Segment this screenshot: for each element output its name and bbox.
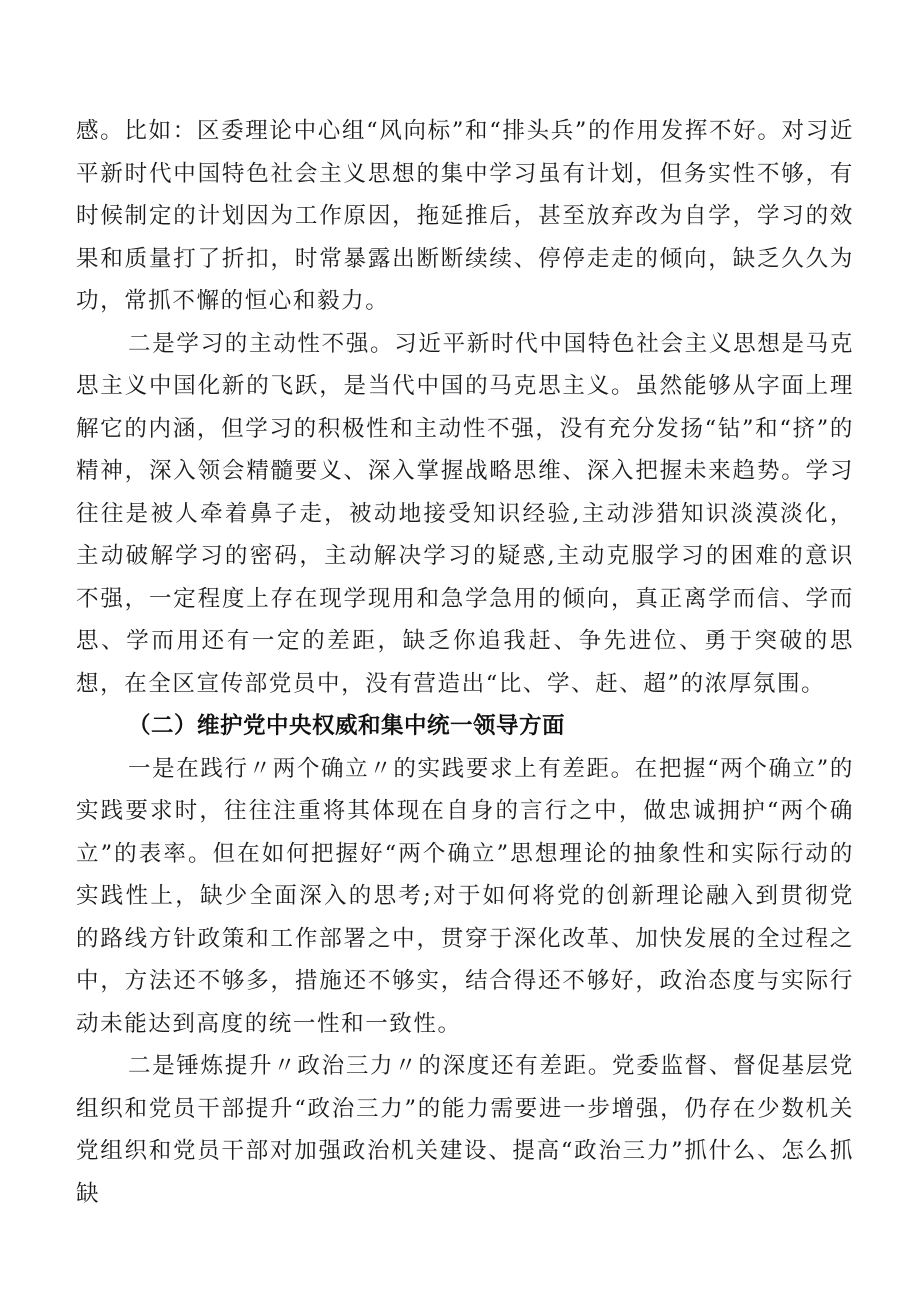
section-heading: （二）维护党中央权威和集中统一领导方面 [128, 713, 566, 739]
paragraph-learning-initiative: 二是学习的主动性不强。习近平新时代中国特色社会主义思想是马克思主义中国化新的飞跃，是当代中国的马克思主义。虽然能够从字面上理解它的内涵，但学习的积极性和主动性不强，没有充分发扬“钻”和“挤”的精神，深入领会精髓要义、深入掌握战略思维、深入把握未来趋势。学习往往是被人牵着鼻子走，被动地接受知识经验,主动涉猎知识淡漠淡化，主动破解学习的密码，主动解决学习的疑惑,主动克服学习的困难的意识不强，一定程度上存在现学现用和急学急用的倾向，真正离学而信、学而思、学而用还有一定的差距，缺乏你追我赶、争先进位、勇于突破的思想，在全区宣传部党员中，没有营造出“比、学、赶、超”的浓厚氛围。 [76, 330, 854, 697]
paragraph-two-establishments: 一是在践行〃两个确立〃的实践要求上有差距。在把握“两个确立”的实践要求时，往往注重将其体现在自身的言行之中，做忠诚拥护“两个确立”的表率。但在如何把握好“两个确立”思想理论的抽象性和实际行动的实践性上，缺少全面深入的思考;对于如何将党的创新理论融入到贯彻党的路线方针政策和工作部署之中，贯穿于深化改革、加快发展的全过程之中，方法还不够多，措施还不够实，结合得还不够好，政治态度与实际行动未能达到高度的统一性和一致性。 [76, 755, 854, 1037]
paragraph-continuation: 感。比如：区委理论中心组“风向标”和“排头兵”的作用发挥不好。对习近平新时代中国特色社会主义思想的集中学习虽有计划，但务实性不够，有时候制定的计划因为工作原因，拖延推后，甚至放弃改为自学，学习的效果和质量打了折扣，时常暴露出断断续续、停停走走的倾向，缺乏久久为功，常抓不懈的恒心和毅力。 [76, 118, 854, 314]
paragraph-political-abilities: 二是锤炼提升〃政治三力〃的深度还有差距。党委监督、督促基层党组织和党员干部提升“政治三力”的能力需要进一步增强，仍存在少数机关党组织和党员干部对加强政治机关建设、提高“政治三力”抓什么、怎么抓缺 [76, 1053, 854, 1207]
document-page [76, 110, 854, 1215]
